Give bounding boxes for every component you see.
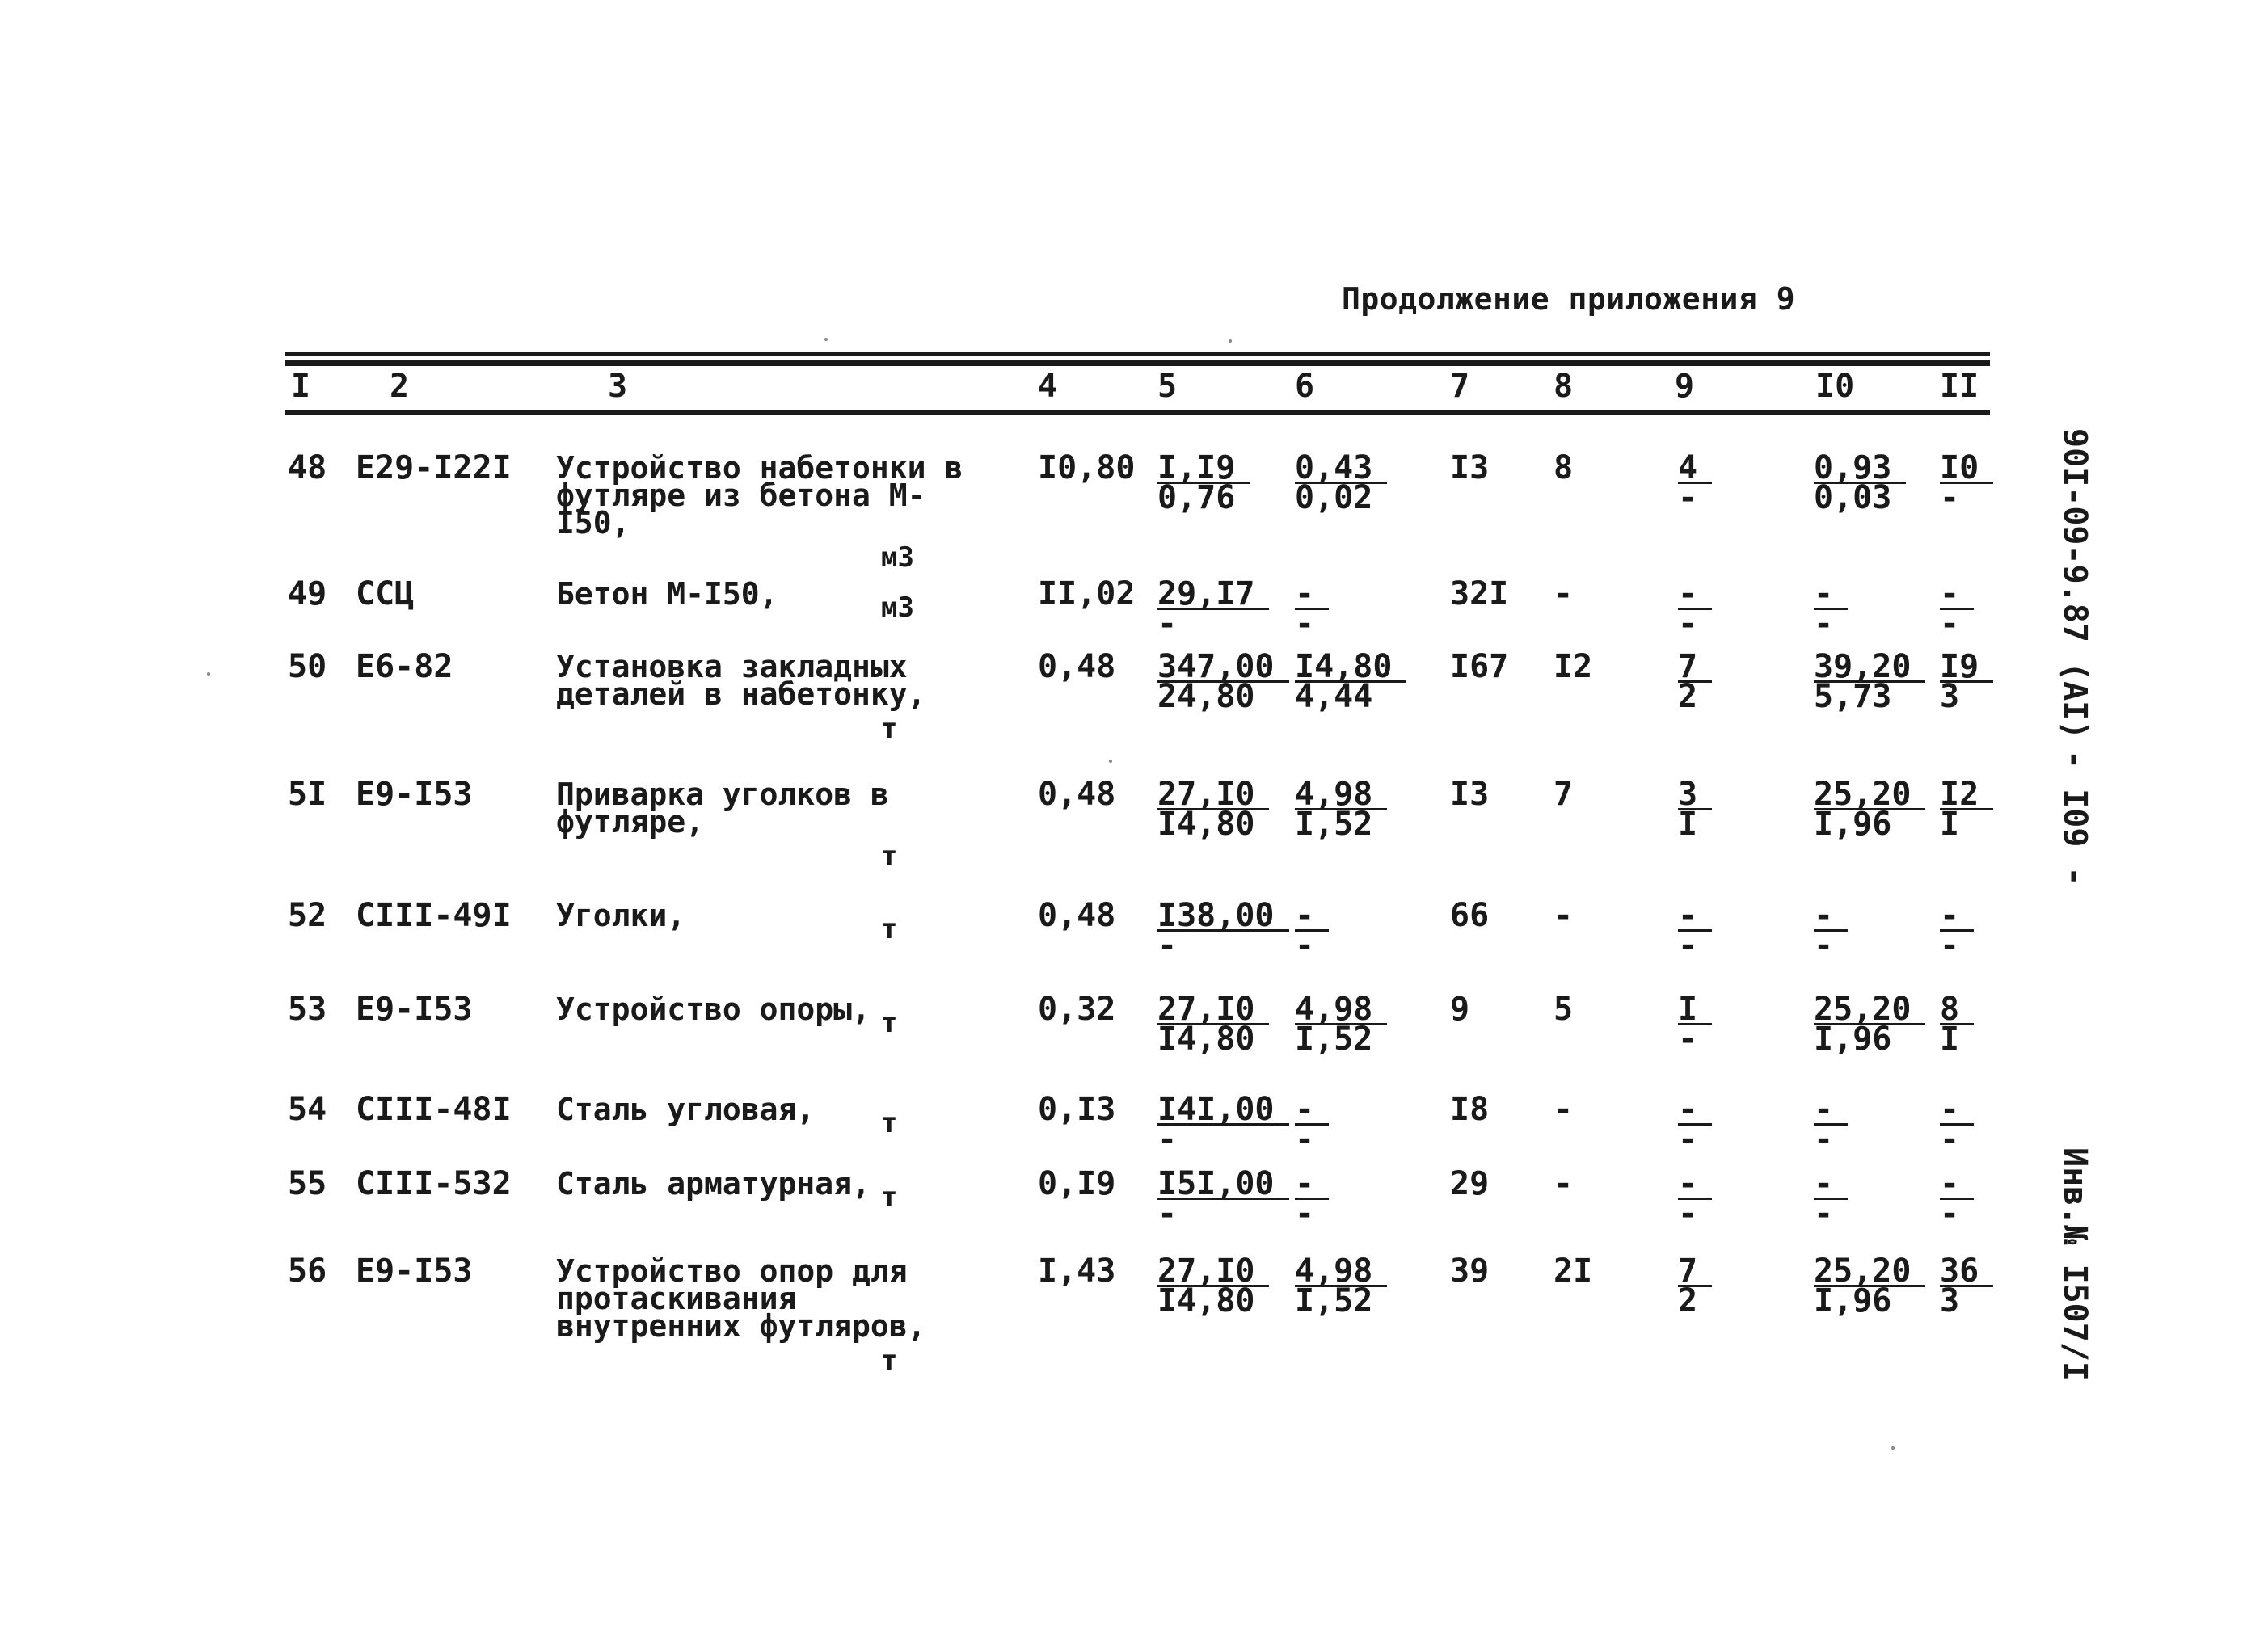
- quantity: II,02: [1038, 575, 1136, 612]
- col9-value: [1678, 776, 1712, 843]
- column-header-6: 6: [1295, 368, 1315, 405]
- column-header-7: 7: [1450, 368, 1470, 405]
- col10-value-denominator: I,96: [1814, 1282, 1892, 1320]
- col10-value-numerator: -: [1814, 902, 1848, 932]
- rate-code: Е29-I22I: [356, 449, 512, 486]
- col10-value: [1814, 897, 1848, 964]
- table-top-rule: [285, 352, 1990, 356]
- col10-value: [1814, 575, 1848, 642]
- col11-value-numerator: -: [1940, 580, 1974, 610]
- col11-value-denominator: -: [1940, 1195, 1960, 1232]
- col9-value-denominator: -: [1678, 1121, 1698, 1158]
- col10-value-denominator: -: [1814, 927, 1834, 964]
- unit-of-measure: т: [881, 1107, 898, 1139]
- col10-value: [1814, 776, 1925, 843]
- document-code: 90I-09-9.87 (АI): [2056, 428, 2093, 740]
- row-number: 49: [288, 575, 327, 612]
- col7-value: 29: [1450, 1165, 1490, 1202]
- column-header-3: 3: [608, 368, 628, 405]
- col8-value: 5: [1553, 991, 1574, 1028]
- col9-value: [1678, 648, 1712, 715]
- column-header-10: I0: [1815, 368, 1855, 405]
- quantity: I,43: [1038, 1252, 1116, 1290]
- row-number: 56: [288, 1252, 327, 1290]
- col9-value-numerator: 4: [1678, 454, 1712, 484]
- col9-value-numerator: 7: [1678, 653, 1712, 683]
- col11-value: [1940, 449, 1993, 516]
- col11-value-numerator: -: [1940, 1096, 1974, 1126]
- unit-of-measure: т: [881, 913, 898, 945]
- col6-value-denominator: -: [1295, 605, 1315, 642]
- work-description: Устройство набетонки в футляре из бетона М-I50,: [556, 450, 963, 541]
- scan-speck: [1229, 339, 1232, 343]
- col6-value-numerator: 0,43: [1295, 454, 1387, 484]
- col10-value-numerator: -: [1814, 1096, 1848, 1126]
- col5-value-denominator: 24,80: [1157, 678, 1255, 715]
- col6-value-denominator: -: [1295, 927, 1315, 964]
- col10-value-numerator: 25,20: [1814, 1257, 1925, 1287]
- col8-value: -: [1553, 1091, 1574, 1128]
- col5-value-numerator: 27,I0: [1157, 996, 1269, 1025]
- col5-value: [1157, 1252, 1269, 1320]
- col11-value-numerator: I2: [1940, 781, 1993, 810]
- col7-value: 32I: [1450, 575, 1509, 612]
- col10-value-denominator: I,96: [1814, 1021, 1892, 1058]
- unit-of-measure: т: [881, 713, 898, 745]
- col6-value: [1295, 776, 1387, 843]
- col5-value-denominator: -: [1157, 1121, 1178, 1158]
- col9-value-numerator: -: [1678, 1170, 1712, 1200]
- quantity: 0,I3: [1038, 1091, 1116, 1128]
- col9-value: [1678, 1252, 1712, 1320]
- col5-value-denominator: -: [1157, 927, 1178, 964]
- col5-value-numerator: 27,I0: [1157, 1257, 1269, 1287]
- col6-value-denominator: I,52: [1295, 806, 1373, 843]
- col5-value: [1157, 991, 1269, 1058]
- row-number: 55: [288, 1165, 327, 1202]
- col6-value-numerator: I4,80: [1295, 653, 1406, 683]
- col6-value-denominator: I,52: [1295, 1282, 1373, 1320]
- col5-value-denominator: -: [1157, 1195, 1178, 1232]
- col11-value: [1940, 1091, 1974, 1158]
- col10-value: [1814, 1091, 1848, 1158]
- col6-value: [1295, 1252, 1387, 1320]
- col7-value: I8: [1450, 1091, 1490, 1128]
- col10-value: [1814, 1252, 1925, 1320]
- col6-value-denominator: I,52: [1295, 1021, 1373, 1058]
- col6-value-denominator: -: [1295, 1195, 1315, 1232]
- rate-code: Е6-82: [356, 648, 453, 685]
- col8-value: 7: [1553, 776, 1574, 813]
- row-number: 48: [288, 449, 327, 486]
- col5-value: [1157, 648, 1289, 715]
- col10-value: [1814, 1165, 1848, 1232]
- col11-value-numerator: I0: [1940, 454, 1993, 484]
- work-description: Устройство опор для протаскивания внутренних футляров,: [556, 1253, 926, 1344]
- col5-value-denominator: I4,80: [1157, 806, 1255, 843]
- column-header-2: 2: [390, 368, 410, 405]
- col7-value: I3: [1450, 449, 1490, 486]
- row-number: 5I: [288, 776, 327, 813]
- col9-value-numerator: 7: [1678, 1257, 1712, 1287]
- col7-value: I3: [1450, 776, 1490, 813]
- col10-value: [1814, 449, 1906, 516]
- col6-value: [1295, 575, 1329, 642]
- col5-value-denominator: I4,80: [1157, 1282, 1255, 1320]
- col5-value: [1157, 776, 1269, 843]
- col7-value: 9: [1450, 991, 1470, 1028]
- col11-value-denominator: -: [1940, 927, 1960, 964]
- col11-value-denominator: -: [1940, 1121, 1960, 1158]
- col11-value-denominator: 3: [1940, 678, 1960, 715]
- col6-value-numerator: -: [1295, 580, 1329, 610]
- col9-value: [1678, 449, 1712, 516]
- col5-value-numerator: 27,I0: [1157, 781, 1269, 810]
- col10-value-denominator: I,96: [1814, 806, 1892, 843]
- col8-value: -: [1553, 1165, 1574, 1202]
- work-description: Бетон М-I50,: [556, 576, 778, 612]
- quantity: 0,48: [1038, 648, 1116, 685]
- col6-value-numerator: -: [1295, 1170, 1329, 1200]
- col10-value-denominator: -: [1814, 1195, 1834, 1232]
- col6-value: [1295, 1165, 1329, 1232]
- inventory-number: Инв.№ I507/I: [2056, 1147, 2093, 1381]
- column-header-11: II: [1940, 368, 1979, 405]
- scan-speck: [1891, 1446, 1895, 1450]
- col10-value-denominator: -: [1814, 605, 1834, 642]
- col7-value: 39: [1450, 1252, 1490, 1290]
- col8-value: 8: [1553, 449, 1574, 486]
- col5-value-denominator: -: [1157, 605, 1178, 642]
- col10-value-denominator: -: [1814, 1121, 1834, 1158]
- col8-value: -: [1553, 575, 1574, 612]
- col9-value-denominator: -: [1678, 1021, 1698, 1058]
- col10-value: [1814, 648, 1925, 715]
- col9-value-numerator: I: [1678, 996, 1712, 1025]
- quantity: 0,32: [1038, 991, 1116, 1028]
- rate-code: СIII-532: [356, 1165, 512, 1202]
- col9-value: [1678, 991, 1712, 1058]
- column-header-9: 9: [1675, 368, 1695, 405]
- col10-value-numerator: -: [1814, 580, 1848, 610]
- row-number: 53: [288, 991, 327, 1028]
- col9-value-numerator: -: [1678, 580, 1712, 610]
- col11-value: [1940, 776, 1993, 843]
- col5-value: [1157, 575, 1269, 642]
- col5-value-denominator: I4,80: [1157, 1021, 1255, 1058]
- page-number: - I09 -: [2056, 750, 2093, 886]
- rate-code: Е9-I53: [356, 991, 473, 1028]
- column-header-5: 5: [1157, 368, 1178, 405]
- scan-speck: [1109, 760, 1112, 763]
- column-header-4: 4: [1038, 368, 1058, 405]
- col5-value-numerator: I5I,00: [1157, 1170, 1289, 1200]
- unit-of-measure: т: [881, 1007, 898, 1039]
- rate-code: Е9-I53: [356, 1252, 473, 1290]
- col10-value-numerator: 39,20: [1814, 653, 1925, 683]
- work-description: Установка закладных деталей в набетонку,: [556, 649, 926, 712]
- quantity: 0,I9: [1038, 1165, 1116, 1202]
- unit-of-measure: м3: [881, 591, 914, 624]
- work-description: Уголки,: [556, 898, 686, 933]
- col9-value: [1678, 1091, 1712, 1158]
- col6-value: [1295, 897, 1329, 964]
- quantity: 0,48: [1038, 897, 1116, 934]
- col5-value: [1157, 1091, 1289, 1158]
- col8-value: 2I: [1553, 1252, 1593, 1290]
- col6-value: [1295, 449, 1387, 516]
- col9-value-numerator: -: [1678, 902, 1712, 932]
- col6-value: [1295, 648, 1406, 715]
- unit-of-measure: м3: [881, 541, 914, 574]
- rate-code: ССЦ: [356, 575, 415, 612]
- col6-value: [1295, 1091, 1329, 1158]
- col11-value: [1940, 1165, 1974, 1232]
- row-number: 50: [288, 648, 327, 685]
- scan-speck: [824, 338, 828, 341]
- col9-value-numerator: -: [1678, 1096, 1712, 1126]
- col11-value-denominator: I: [1940, 806, 1960, 843]
- quantity: 0,48: [1038, 776, 1116, 813]
- col11-value: [1940, 991, 1974, 1058]
- col5-value-numerator: I4I,00: [1157, 1096, 1289, 1126]
- col11-value-denominator: I: [1940, 1021, 1960, 1058]
- col11-value-numerator: 36: [1940, 1257, 1993, 1287]
- col11-value: [1940, 648, 1993, 715]
- col10-value-numerator: 0,93: [1814, 454, 1906, 484]
- col6-value: [1295, 991, 1387, 1058]
- rate-code: СIII-48I: [356, 1091, 512, 1128]
- row-number: 54: [288, 1091, 327, 1128]
- col6-value-denominator: -: [1295, 1121, 1315, 1158]
- col6-value-numerator: 4,98: [1295, 1257, 1387, 1287]
- col5-value: [1157, 897, 1289, 964]
- col9-value-denominator: 2: [1678, 678, 1698, 715]
- col8-value: I2: [1553, 648, 1593, 685]
- col7-value: 66: [1450, 897, 1490, 934]
- col11-value-numerator: -: [1940, 1170, 1974, 1200]
- col9-value-denominator: 2: [1678, 1282, 1698, 1320]
- col11-value-numerator: -: [1940, 902, 1974, 932]
- page-caption: Продолжение приложения 9: [1342, 281, 1796, 317]
- col6-value-denominator: 0,02: [1295, 479, 1373, 516]
- col9-value-denominator: -: [1678, 605, 1698, 642]
- col10-value-numerator: -: [1814, 1170, 1848, 1200]
- col5-value: [1157, 1165, 1289, 1232]
- work-description: Устройство опоры,: [556, 991, 871, 1027]
- col5-value-numerator: 29,I7: [1157, 580, 1269, 610]
- col11-value: [1940, 575, 1974, 642]
- col9-value-denominator: -: [1678, 927, 1698, 964]
- quantity: I0,80: [1038, 449, 1136, 486]
- col11-value: [1940, 1252, 1993, 1320]
- unit-of-measure: т: [881, 840, 898, 873]
- col10-value-denominator: 0,03: [1814, 479, 1892, 516]
- work-description: Сталь арматурная,: [556, 1166, 871, 1202]
- col11-value: [1940, 897, 1974, 964]
- col6-value-numerator: -: [1295, 902, 1329, 932]
- table-header-rule: [285, 410, 1990, 415]
- col7-value: I67: [1450, 648, 1509, 685]
- col9-value-denominator: -: [1678, 1195, 1698, 1232]
- col5-value-denominator: 0,76: [1157, 479, 1236, 516]
- col11-value-numerator: 8: [1940, 996, 1974, 1025]
- col11-value-denominator: -: [1940, 605, 1960, 642]
- col9-value-numerator: 3: [1678, 781, 1712, 810]
- col5-value-numerator: I,I9: [1157, 454, 1250, 484]
- col9-value: [1678, 1165, 1712, 1232]
- col9-value-denominator: I: [1678, 806, 1698, 843]
- col10-value-numerator: 25,20: [1814, 781, 1925, 810]
- col5-value-numerator: I38,00: [1157, 902, 1289, 932]
- table-top-rule-thick: [285, 360, 1990, 366]
- rate-code: СIII-49I: [356, 897, 512, 934]
- col6-value-numerator: -: [1295, 1096, 1329, 1126]
- col9-value: [1678, 897, 1712, 964]
- row-number: 52: [288, 897, 327, 934]
- col5-value-numerator: 347,00: [1157, 653, 1289, 683]
- scan-speck: [207, 672, 210, 676]
- col10-value-numerator: 25,20: [1814, 996, 1925, 1025]
- col5-value: [1157, 449, 1250, 516]
- col6-value-numerator: 4,98: [1295, 996, 1387, 1025]
- col6-value-numerator: 4,98: [1295, 781, 1387, 810]
- col10-value: [1814, 991, 1925, 1058]
- col10-value-denominator: 5,73: [1814, 678, 1892, 715]
- work-description: Сталь угловая,: [556, 1092, 816, 1127]
- col6-value-denominator: 4,44: [1295, 678, 1373, 715]
- unit-of-measure: т: [881, 1181, 898, 1214]
- work-description: Приварка уголков в футляре,: [556, 777, 889, 840]
- col9-value: [1678, 575, 1712, 642]
- rate-code: Е9-I53: [356, 776, 473, 813]
- col11-value-denominator: 3: [1940, 1282, 1960, 1320]
- col11-value-numerator: I9: [1940, 653, 1993, 683]
- unit-of-measure: т: [881, 1345, 898, 1377]
- col11-value-denominator: -: [1940, 479, 1960, 516]
- column-header-8: 8: [1553, 368, 1574, 405]
- col9-value-denominator: -: [1678, 479, 1698, 516]
- col8-value: -: [1553, 897, 1574, 934]
- column-header-1: I: [291, 368, 311, 405]
